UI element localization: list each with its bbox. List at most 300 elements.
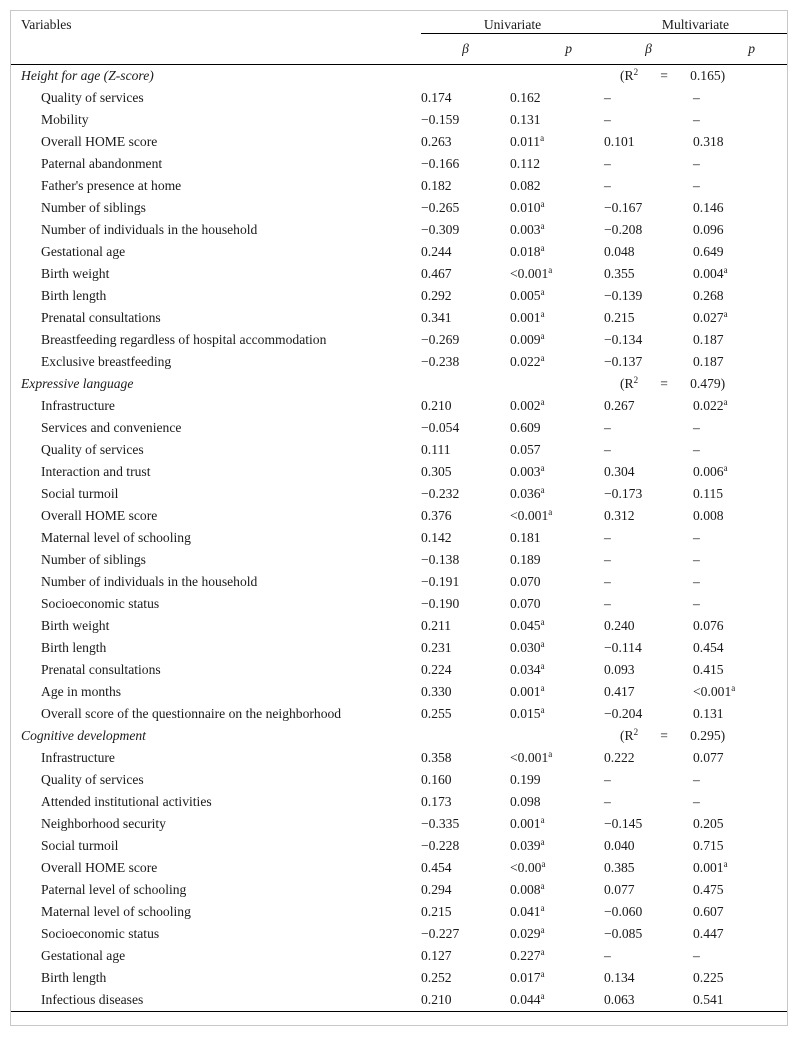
univariate-beta: 0.210 <box>421 989 510 1012</box>
multivariate-beta: 0.040 <box>604 838 635 853</box>
header-univariate-beta: β <box>421 34 510 65</box>
multivariate-p-cell <box>693 285 787 307</box>
variable-label: Quality of services <box>41 442 144 457</box>
table-row <box>11 659 787 681</box>
r-squared <box>604 725 787 747</box>
univariate-p: <0.001 <box>510 266 549 281</box>
r-squared <box>604 65 787 88</box>
univariate-p: 0.017 <box>510 970 541 985</box>
univariate-p-note: a <box>540 287 545 297</box>
univariate-beta: 0.211 <box>421 618 452 633</box>
multivariate-p: 0.027 <box>693 310 724 325</box>
multivariate-beta: 0.312 <box>604 508 635 523</box>
multivariate-beta: 0.077 <box>604 882 635 897</box>
multivariate-p-cell <box>693 417 787 439</box>
variable-label: Birth length <box>41 288 107 303</box>
section-title: Height for age (Z-score) <box>21 68 154 83</box>
variable-label: Social turmoil <box>41 486 119 501</box>
univariate-p-note: a <box>540 815 545 825</box>
variable-label: Birth length <box>41 970 107 985</box>
multivariate-p: – <box>693 420 700 435</box>
univariate-p: 0.609 <box>510 420 541 435</box>
variable-label: Birth weight <box>41 618 110 633</box>
univariate-p-cell <box>510 923 604 945</box>
univariate-p-cell <box>510 109 604 131</box>
multivariate-p: 0.076 <box>693 618 724 633</box>
univariate-beta: 0.292 <box>421 288 452 303</box>
univariate-beta: −0.159 <box>421 112 460 127</box>
univariate-p-cell <box>510 483 604 505</box>
univariate-beta: −0.265 <box>421 200 460 215</box>
univariate-p: 0.162 <box>510 90 541 105</box>
section-row <box>11 725 787 747</box>
univariate-p-cell <box>510 131 604 153</box>
multivariate-beta: −0.173 <box>604 486 643 501</box>
header-row-groups <box>11 11 787 34</box>
multivariate-beta: – <box>604 948 611 963</box>
multivariate-p-cell <box>693 307 787 329</box>
univariate-p: 0.001 <box>510 816 541 831</box>
univariate-p: 0.098 <box>510 794 541 809</box>
multivariate-p: 0.006 <box>693 464 724 479</box>
univariate-p: <0.001 <box>510 750 549 765</box>
univariate-p-cell <box>510 681 604 703</box>
univariate-beta: 0.210 <box>421 398 452 413</box>
univariate-p-note: a <box>548 749 553 759</box>
table-row <box>11 813 787 835</box>
univariate-beta: 0.215 <box>421 904 452 919</box>
univariate-p: 0.001 <box>510 310 541 325</box>
univariate-p: 0.199 <box>510 772 541 787</box>
univariate-beta: −0.190 <box>421 596 460 611</box>
multivariate-p-cell <box>693 637 787 659</box>
table-row <box>11 417 787 439</box>
multivariate-beta: −0.137 <box>604 354 643 369</box>
univariate-p: 0.030 <box>510 640 541 655</box>
multivariate-beta: −0.085 <box>604 926 643 941</box>
univariate-p: 0.036 <box>510 486 541 501</box>
table-row <box>11 703 787 725</box>
multivariate-p-cell <box>693 703 787 725</box>
multivariate-p-cell <box>693 263 787 285</box>
variable-label: Exclusive breastfeeding <box>41 354 172 369</box>
multivariate-p-cell <box>693 879 787 901</box>
univariate-beta: 0.244 <box>421 244 452 259</box>
multivariate-p-cell <box>693 615 787 637</box>
multivariate-beta: 0.267 <box>604 398 635 413</box>
univariate-p-note: a <box>548 507 553 517</box>
multivariate-p-note: a <box>723 397 728 407</box>
multivariate-p: 0.225 <box>693 970 724 985</box>
table-row <box>11 571 787 593</box>
multivariate-beta: – <box>604 596 611 611</box>
multivariate-p: 0.004 <box>693 266 724 281</box>
variable-label: Prenatal consultations <box>41 310 161 325</box>
multivariate-p-cell <box>693 483 787 505</box>
r-squared-eq: = <box>660 728 668 743</box>
r-squared-eq: = <box>660 376 668 391</box>
multivariate-p-cell <box>693 109 787 131</box>
r-squared-open: (R <box>620 728 634 743</box>
table-row <box>11 483 787 505</box>
univariate-beta: −0.269 <box>421 332 460 347</box>
multivariate-p-cell <box>693 197 787 219</box>
variable-label: Birth weight <box>41 266 110 281</box>
multivariate-p-cell <box>693 791 787 813</box>
variable-label: Overall HOME score <box>41 860 158 875</box>
variable-label: Paternal level of schooling <box>41 882 187 897</box>
multivariate-p-cell <box>693 439 787 461</box>
table-row <box>11 439 787 461</box>
univariate-p-cell <box>510 593 604 615</box>
univariate-p: 0.022 <box>510 354 541 369</box>
header-multivariate: Multivariate <box>604 11 787 34</box>
univariate-beta: 0.305 <box>421 464 452 479</box>
multivariate-beta: −0.208 <box>604 222 643 237</box>
univariate-p-cell <box>510 857 604 879</box>
table-row <box>11 197 787 219</box>
multivariate-p-note: a <box>723 265 728 275</box>
table-row <box>11 87 787 109</box>
univariate-p-note: a <box>540 485 545 495</box>
table-row <box>11 549 787 571</box>
r-squared-open: (R <box>620 376 634 391</box>
table-row <box>11 241 787 263</box>
multivariate-p-cell <box>693 549 787 571</box>
univariate-p-cell <box>510 747 604 769</box>
table-row <box>11 593 787 615</box>
multivariate-beta: 0.063 <box>604 989 693 1012</box>
multivariate-p: <0.001 <box>693 684 732 699</box>
header-univariate-p: p <box>510 34 604 65</box>
univariate-beta: −0.054 <box>421 420 460 435</box>
r-squared-eq: = <box>660 68 668 83</box>
multivariate-p: 0.541 <box>693 992 724 1007</box>
univariate-p-note: a <box>540 617 545 627</box>
table-row <box>11 637 787 659</box>
multivariate-p-cell <box>693 571 787 593</box>
univariate-p: 0.045 <box>510 618 541 633</box>
univariate-p: 0.015 <box>510 706 541 721</box>
univariate-p: 0.008 <box>510 882 541 897</box>
univariate-p-cell <box>510 879 604 901</box>
univariate-p-cell <box>510 153 604 175</box>
univariate-p-cell <box>510 791 604 813</box>
multivariate-beta: – <box>604 794 611 809</box>
multivariate-beta: 0.240 <box>604 618 635 633</box>
univariate-p: 0.131 <box>510 112 541 127</box>
univariate-p-note: a <box>540 463 545 473</box>
univariate-p-cell <box>510 395 604 417</box>
multivariate-p: – <box>693 552 700 567</box>
multivariate-beta: 0.101 <box>604 134 635 149</box>
univariate-beta: −0.138 <box>421 552 460 567</box>
table-row <box>11 923 787 945</box>
variable-label: Quality of services <box>41 772 144 787</box>
table-row <box>11 791 787 813</box>
multivariate-p-note: a <box>723 859 728 869</box>
multivariate-p-cell <box>693 351 787 373</box>
univariate-p: 0.112 <box>510 156 541 171</box>
multivariate-p-cell <box>693 461 787 483</box>
multivariate-p-cell <box>693 989 787 1012</box>
table-row <box>11 967 787 989</box>
univariate-p-note: a <box>540 925 545 935</box>
table-row <box>11 307 787 329</box>
univariate-p-cell <box>510 329 604 351</box>
univariate-beta: 0.376 <box>421 508 452 523</box>
univariate-p-note: a <box>540 881 545 891</box>
univariate-p-note: a <box>540 837 545 847</box>
univariate-p-note: a <box>540 969 545 979</box>
multivariate-p: – <box>693 794 700 809</box>
variable-label: Overall HOME score <box>41 508 158 523</box>
univariate-beta: 0.231 <box>421 640 452 655</box>
multivariate-p-cell <box>693 659 787 681</box>
table-row <box>11 681 787 703</box>
multivariate-p: 0.187 <box>693 332 724 347</box>
header-multivariate-beta: β <box>604 34 693 65</box>
univariate-beta: 0.182 <box>421 178 452 193</box>
table-row <box>11 857 787 879</box>
univariate-p-cell <box>510 703 604 725</box>
univariate-beta: 0.224 <box>421 662 452 677</box>
univariate-p: <0.001 <box>510 508 549 523</box>
variable-label: Neighborhood security <box>41 816 166 831</box>
multivariate-p-cell <box>693 131 787 153</box>
variable-label: Father's presence at home <box>41 178 182 193</box>
multivariate-p-cell <box>693 901 787 923</box>
multivariate-beta: −0.134 <box>604 332 643 347</box>
univariate-p: 0.018 <box>510 244 541 259</box>
univariate-p-cell <box>510 219 604 241</box>
multivariate-p-cell <box>693 681 787 703</box>
multivariate-beta: – <box>604 156 611 171</box>
variable-label: Infrastructure <box>41 750 115 765</box>
univariate-p-note: a <box>540 221 545 231</box>
univariate-p-note: a <box>541 859 546 869</box>
multivariate-p: 0.715 <box>693 838 724 853</box>
univariate-beta: 0.174 <box>421 90 452 105</box>
table-row <box>11 505 787 527</box>
univariate-p: 0.057 <box>510 442 541 457</box>
multivariate-p: 0.187 <box>693 354 724 369</box>
univariate-p: 0.034 <box>510 662 541 677</box>
univariate-beta: −0.227 <box>421 926 460 941</box>
variable-label: Quality of services <box>41 90 144 105</box>
univariate-p-note: a <box>540 353 545 363</box>
univariate-p: 0.029 <box>510 926 541 941</box>
univariate-beta: −0.335 <box>421 816 460 831</box>
multivariate-beta: – <box>604 112 611 127</box>
multivariate-beta: – <box>604 772 611 787</box>
univariate-beta: 0.142 <box>421 530 452 545</box>
univariate-p-cell <box>510 175 604 197</box>
univariate-beta: 0.358 <box>421 750 452 765</box>
table-row <box>11 945 787 967</box>
univariate-p-note: a <box>540 903 545 913</box>
univariate-p-cell <box>510 241 604 263</box>
multivariate-p: 0.268 <box>693 288 724 303</box>
table-row <box>11 769 787 791</box>
table-row <box>11 901 787 923</box>
univariate-p: 0.044 <box>510 992 541 1007</box>
univariate-beta: −0.232 <box>421 486 460 501</box>
univariate-beta: 0.294 <box>421 882 452 897</box>
table-row <box>11 461 787 483</box>
univariate-p-note: a <box>540 331 545 341</box>
multivariate-p: 0.649 <box>693 244 724 259</box>
univariate-beta: 0.173 <box>421 794 452 809</box>
univariate-beta: 0.454 <box>421 860 452 875</box>
multivariate-beta: −0.145 <box>604 816 643 831</box>
multivariate-p: 0.205 <box>693 816 724 831</box>
univariate-p-cell <box>510 989 604 1012</box>
multivariate-p: 0.008 <box>693 508 724 523</box>
r-squared-open: (R <box>620 68 634 83</box>
multivariate-beta: – <box>604 530 611 545</box>
multivariate-p-cell <box>693 593 787 615</box>
multivariate-beta: 0.417 <box>604 684 635 699</box>
univariate-p-note: a <box>540 243 545 253</box>
univariate-beta: −0.191 <box>421 574 460 589</box>
univariate-beta: 0.252 <box>421 970 452 985</box>
univariate-p: 0.227 <box>510 948 541 963</box>
multivariate-beta: 0.134 <box>604 970 635 985</box>
table-row <box>11 527 787 549</box>
univariate-p: 0.041 <box>510 904 541 919</box>
multivariate-beta: −0.139 <box>604 288 643 303</box>
header-univariate: Univariate <box>421 11 604 34</box>
multivariate-p-cell <box>693 813 787 835</box>
univariate-p-cell <box>510 769 604 791</box>
multivariate-p: – <box>693 112 700 127</box>
univariate-p: 0.003 <box>510 464 541 479</box>
univariate-p-cell <box>510 307 604 329</box>
multivariate-p-cell <box>693 87 787 109</box>
multivariate-p-cell <box>693 505 787 527</box>
multivariate-p: – <box>693 90 700 105</box>
r-squared-sup: 2 <box>633 375 639 385</box>
table-row <box>11 109 787 131</box>
multivariate-p-cell <box>693 967 787 989</box>
multivariate-beta: 0.385 <box>604 860 635 875</box>
variable-label: Gestational age <box>41 948 126 963</box>
r-squared-sup: 2 <box>633 67 639 77</box>
table-row <box>11 989 787 1012</box>
variable-label: Infectious diseases <box>11 989 421 1012</box>
variable-label: Birth length <box>41 640 107 655</box>
multivariate-p-cell <box>693 747 787 769</box>
multivariate-beta: 0.215 <box>604 310 635 325</box>
univariate-p-note: a <box>540 639 545 649</box>
multivariate-p-cell <box>693 857 787 879</box>
univariate-beta: 0.111 <box>421 442 451 457</box>
univariate-p-note: a <box>540 683 545 693</box>
multivariate-p: – <box>693 596 700 611</box>
univariate-beta: −0.228 <box>421 838 460 853</box>
multivariate-beta: −0.060 <box>604 904 643 919</box>
univariate-p-cell <box>510 439 604 461</box>
multivariate-p: 0.115 <box>693 486 724 501</box>
univariate-p-cell <box>510 571 604 593</box>
table-row <box>11 329 787 351</box>
multivariate-p-cell <box>693 241 787 263</box>
univariate-p: 0.001 <box>510 684 541 699</box>
variable-label: Interaction and trust <box>41 464 151 479</box>
r-squared-sup: 2 <box>633 727 639 737</box>
univariate-p: <0.00 <box>510 860 542 875</box>
table-row <box>11 263 787 285</box>
multivariate-p: 0.415 <box>693 662 724 677</box>
multivariate-p: 0.475 <box>693 882 724 897</box>
multivariate-beta: – <box>604 574 611 589</box>
multivariate-p-cell <box>693 923 787 945</box>
multivariate-p-cell <box>693 175 787 197</box>
variable-label: Number of individuals in the household <box>41 574 258 589</box>
table-row <box>11 219 787 241</box>
univariate-p: 0.002 <box>510 398 541 413</box>
univariate-p-note: a <box>540 133 545 143</box>
univariate-p-cell <box>510 285 604 307</box>
variable-label: Age in months <box>41 684 122 699</box>
multivariate-beta: 0.048 <box>604 244 635 259</box>
variable-label: Social turmoil <box>41 838 119 853</box>
variable-label: Infrastructure <box>41 398 115 413</box>
univariate-p-note: a <box>540 947 545 957</box>
univariate-p: 0.010 <box>510 200 541 215</box>
univariate-p-note: a <box>540 309 545 319</box>
multivariate-beta: −0.204 <box>604 706 643 721</box>
multivariate-beta: 0.093 <box>604 662 635 677</box>
multivariate-p: 0.001 <box>693 860 724 875</box>
table-row <box>11 351 787 373</box>
multivariate-p: 0.447 <box>693 926 724 941</box>
univariate-p-cell <box>510 813 604 835</box>
variable-label: Number of individuals in the household <box>41 222 258 237</box>
univariate-p: 0.005 <box>510 288 541 303</box>
univariate-p: 0.189 <box>510 552 541 567</box>
multivariate-p: – <box>693 772 700 787</box>
multivariate-p: 0.146 <box>693 200 724 215</box>
r-squared <box>604 373 787 395</box>
univariate-p: 0.039 <box>510 838 541 853</box>
section-title: Cognitive development <box>21 728 146 743</box>
univariate-beta: 0.263 <box>421 134 452 149</box>
univariate-p-note: a <box>540 991 545 1001</box>
variable-label: Maternal level of schooling <box>41 530 191 545</box>
multivariate-p: 0.096 <box>693 222 724 237</box>
section-title: Expressive language <box>21 376 134 391</box>
univariate-p-cell <box>510 945 604 967</box>
univariate-p-cell <box>510 835 604 857</box>
variable-label: Maternal level of schooling <box>41 904 191 919</box>
univariate-p-note: a <box>548 265 553 275</box>
univariate-p-cell <box>510 549 604 571</box>
univariate-p-note: a <box>540 199 545 209</box>
multivariate-p: – <box>693 574 700 589</box>
multivariate-p-cell <box>693 395 787 417</box>
univariate-beta: 0.330 <box>421 684 452 699</box>
univariate-beta: −0.309 <box>421 222 460 237</box>
table-row <box>11 395 787 417</box>
multivariate-p-cell <box>693 945 787 967</box>
table-row <box>11 879 787 901</box>
multivariate-p-cell <box>693 219 787 241</box>
multivariate-beta: – <box>604 442 611 457</box>
multivariate-beta: – <box>604 552 611 567</box>
multivariate-p-note: a <box>723 309 728 319</box>
